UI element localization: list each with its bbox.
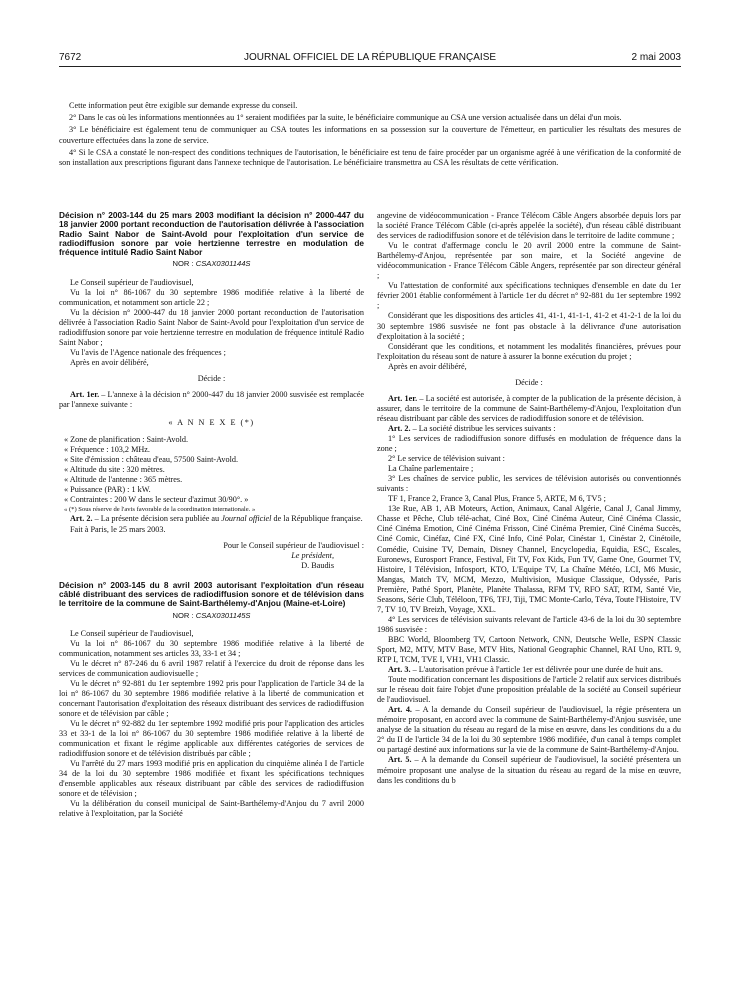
preamble-line: Le Conseil supérieur de l'audiovisuel, — [70, 628, 194, 638]
annexe-item: « Puissance (PAR) : 1 kW. — [64, 485, 151, 495]
journal-reference: Journal officiel — [221, 514, 272, 524]
preamble-line: Vu l'arrêté du 27 mars 1993 modifié pris en application du cinquième alinéa I de l'article 34 de la loi du 30 septembre 1986 modifiée et fixant les spécifications techniques d'ensemble applicables aux réseaux distribuant par câble des services de radiodiffusion sonore et de télévision ; — [59, 759, 364, 799]
article-label: Art. 2. — [70, 514, 93, 524]
nor-label: NOR : — [172, 259, 196, 269]
header-rule — [59, 66, 681, 67]
preamble-line: Considérant que les conditions, et notamment les modalités financières, prévues pour l'exploitation du réseau sont de nature à assurer la bonne exécution du projet ; — [377, 341, 681, 361]
article-text: – La présente décision sera publiée au — [92, 514, 222, 524]
preamble-line: Après en avoir délibéré, — [70, 357, 149, 367]
article-label: Art. 3. — [388, 665, 411, 675]
preamble-line: Après en avoir délibéré, — [388, 361, 467, 371]
president-label: Le président, — [291, 550, 334, 560]
nor-reference — [59, 611, 364, 621]
annexe-item: « Altitude de l'antenne : 365 mètres. — [64, 475, 183, 485]
preamble-line: Vu le décret n° 87-246 du 6 avril 1987 relatif à l'exercice du droit de réponse dans les services de communication audiovisuelle ; — [59, 658, 364, 678]
article-label: Art. 2. — [388, 423, 411, 433]
preamble-line: Vu le décret n° 92-882 du 1er septembre 1992 modifié pris pour l'application des articles 33 et 33-1 de la loi n° 86-1067 du 30 septembre 1986 modifiée relative à la liberté de communication et fixant le régime applicable aux différentes catégories de services de radiodiffusion sonore et de télévision distribués par câble ; — [59, 719, 364, 759]
service-category: 3° Les chaînes de service public, les services de télévision autorisés ou conventionnés suivants : — [377, 474, 681, 494]
signatory-name: D. Baudis — [301, 560, 334, 570]
annexe-item: « Altitude du site : 320 mètres. — [64, 465, 165, 475]
preamble-line: Vu le contrat d'affermage conclu le 20 avril 2000 entre la commune de Saint-Barthélemy-d'Anjou, représentée par son maire, et la Société angevine de vidéocommunication - France Télécom Câble Angers, représentée par son directeur général ; — [377, 241, 681, 281]
annexe-item: « Zone de planification : Saint-Avold. — [64, 435, 188, 445]
article-label: Art. 1er. — [70, 390, 100, 399]
preamble-line: Vu la délibération du conseil municipal de Saint-Barthélemy-d'Anjou du 7 avril 2000 relative à l'exploitation, par la Société — [59, 799, 364, 819]
preamble-line: Vu l'attestation de conformité aux spécifications techniques d'ensemble en date du 1er février 2001 établie conformément à l'article 1er du décret n° 92-881 du 1er septembre 1992 ; — [377, 281, 681, 311]
nor-label: NOR : — [172, 610, 196, 620]
article-2 — [377, 424, 681, 434]
article-3 — [377, 665, 681, 675]
article-label: Art. 1er. — [388, 393, 418, 403]
article-text: – La société distribue les services suivants : — [410, 423, 556, 433]
signature-for: Pour le Conseil supérieur de l'audiovisuel : — [223, 540, 364, 550]
decide-heading: Décide : — [197, 373, 226, 383]
service-category: 4° Les services de télévision suivants relevant de l'article 43-6 de la loi du 30 septembre 1986 susvisée : — [377, 614, 681, 634]
annexe-title: « A N N E X E (*) — [168, 418, 255, 428]
preamble-line: Considérant que les dispositions des articles 41, 41-1, 41-1-1, 41-2 et 41-2-1 de la loi du 30 septembre 1986 susvisée ne font pas obstacle à la délivrance d'une autorisation d'exploitation à la société ; — [377, 311, 681, 341]
annexe-item: « Site d'émission : château d'eau, 57500 Saint-Avold. — [64, 455, 239, 465]
article-label: Art. 5. — [388, 755, 412, 765]
page-number: 7672 — [59, 52, 82, 63]
decision-title: Décision n° 2003-144 du 25 mars 2003 modifiant la décision n° 2000-447 du 18 janvier 2000 portant reconduction de l'autorisation délivrée à l'association Radio Saint Nabor de Saint-Avold pour l'exploitation d'un service de radiodiffusion sonore par voie hertzienne terrestre en modulation de fréquence intitulé Radio Saint Nabor — [59, 210, 364, 258]
preamble-line: Vu la loi n° 86-1067 du 30 septembre 1986 modifiée relative à la liberté de communication, notamment ses articles 33, 33-1 et 34 ; — [59, 638, 364, 658]
preamble-line: Vu la loi n° 86-1067 du 30 septembre 1986 modifiée relative à la liberté de communication, et notamment son article 22 ; — [59, 287, 364, 307]
service-list: La Chaîne parlementaire ; — [388, 464, 474, 474]
intro-paragraph: Cette information peut être exigible sur demande expresse du conseil. — [69, 101, 298, 110]
article-text: – L'autorisation prévue à l'article 1er est délivrée pour une durée de huit ans. — [410, 665, 663, 675]
article-2 — [59, 514, 364, 524]
article-4 — [377, 705, 681, 755]
article-text: Toute modification concernant les dispositions de l'article 2 relatif aux services distribués sur le réseau doit faire l'objet d'une proposition préalable de la société au Conseil supérieur de l'audiovisuel. — [377, 675, 681, 705]
service-list: BBC World, Bloomberg TV, Cartoon Network, CNN, Deutsche Welle, ESPN Classic Sport, M2, MTV, MTV Base, MTV Hits, National Geographic Channel, RAI Uno, RTL 9, RTP I, TCM, TVE I, VH1, VH1 Classic. — [377, 634, 681, 665]
page-header — [59, 52, 681, 66]
article-text: de la République française. — [271, 514, 363, 524]
preamble-line: Vu le décret n° 92-881 du 1er septembre 1992 pris pour l'application de l'article 34 de la loi n° 86-1067 du 30 septembre 1986 modifiée relative à la liberté de communication et concernant l'autorisation d'exploitation des réseaux distribuant des services de radiodiffusion sonore et de télévision par câble ; — [59, 678, 364, 719]
intro-paragraph: 4° Si le CSA a constaté le non-respect des conditions techniques de l'autorisation, le bénéficiaire est tenu de faire procéder par un organisme agréé à une vérification de la conformité de son installation aux prescriptions figurant dans l'annexe technique de l'autorisation. Le bénéficiaire transmettra au CSA les résultats de cette vérification. — [59, 147, 681, 168]
article-text: – La société est autorisée, à compter de la publication de la présente décision, à assurer, dans le territoire de la commune de Saint-Barthélemy-d'Anjou, l'exploitation d'un réseau distribuant par câble des services de radiodiffusion sonore et de télévision. — [377, 393, 681, 423]
article-text: – L'annexe à la décision n° 2000-447 du 18 janvier 2000 susvisée est remplacée par l'annexe suivante : — [59, 390, 364, 410]
done-at: Fait à Paris, le 25 mars 2003. — [70, 524, 166, 534]
annexe-item: « Fréquence : 103,2 MHz. — [64, 445, 150, 455]
left-column — [59, 211, 364, 820]
preamble-line: Vu la décision n° 2000-447 du 18 janvier 2000 portant reconduction de l'autorisation délivrée à l'association Radio Saint Nabor de Saint-Avold pour l'exploitation d'un service de radiodiffusion sonore par voie hertzienne terrestre en modulation de fréquence intitulé Radio Saint Nabor ; — [59, 307, 364, 347]
preamble-line: Le Conseil supérieur de l'audiovisuel, — [70, 277, 194, 287]
annexe-item: « Contraintes : 200 W dans le secteur d'azimut 30/90°. » — [64, 495, 249, 505]
annexe-footnote: « (*) Sous réserve de l'avis favorable de la coordination internationale. » — [64, 506, 256, 514]
service-list: TF 1, France 2, France 3, Canal Plus, France 5, ARTE, M 6, TV5 ; — [388, 494, 606, 504]
intro-paragraph: 3° Le bénéficiaire est également tenu de communiquer au CSA toutes les informations en sa possession sur la couverture de l'émetteur, en particulier les résultats des mesures de couverture effectuées dans la zone de service. — [59, 125, 681, 145]
preamble-line: angevine de vidéocommunication - France Télécom Câble Angers absorbée depuis lors par la société France Télécom Câble (ci-après appelée la société), d'un réseau câblé distribuant des services de radiodiffusion sonore et de télévision dans le territoire de ladite commune ; — [377, 211, 681, 241]
nor-code: CSAX0301144S — [195, 259, 251, 269]
service-category: 2° Le service de télévision suivant : — [388, 454, 505, 464]
right-column — [377, 211, 681, 786]
signature-title — [59, 551, 364, 561]
article-1 — [377, 394, 681, 424]
issue-date: 2 mai 2003 — [631, 52, 681, 63]
service-list: 13e Rue, AB 1, AB Moteurs, Action, Animaux, Canal Algérie, Canal J, Canal Jimmy, Chasse et Pêche, Club télé-achat, Ciné Box, Ciné Cinéma Auteur, Ciné Cinéma Classic, Ciné Cinéma Emotion, Ciné Cinéma Frisson, Ciné Cinéma Premier, Ciné Cinéma Succès, Ciné Comic, Cinéfaz, Ciné FX, Ciné Info, Ciné Polar, Cinéstar 1, Cinéstar 2, Cinétoile, Comédie, Cuisine TV, Demain, Disney Channel, Encyclopedia, Equidia, ESC, Escales, Euronews, Eurosport France, Festival, Fit TV, Fox Kids, Fun TV, Game One, Gourmet TV, Histoire, I Télévision, Infosport, KTO, L'Equipe TV, La Chaîne Météo, LCI, M6 Music, Mangas, Match TV, MCM, Mezzo, Multivision, Musique Classique, Odyssée, Paris Première, Pathé Sport, Planète, Planète Thalassa, RFM TV, RFO SAT, RTM, Santé Vie, Seasons, Série Club, Téléloon, TF6, TFJ, Tiji, TMC Monte-Carlo, Téva, Toute l'Histoire, TV 7, TV 10, TV Breizh, Voyage, XXL. — [377, 504, 681, 614]
decide-heading: Décide : — [515, 377, 543, 387]
intro-paragraph: 2° Dans le cas où les informations mentionnées au 1° seraient modifiées par la suite, le bénéficiaire communique au CSA une version actualisée dans un délai d'un mois. — [69, 113, 622, 123]
journal-title: JOURNAL OFFICIEL DE LA RÉPUBLIQUE FRANÇAISE — [243, 52, 497, 63]
article-1 — [59, 390, 364, 410]
nor-reference — [59, 259, 364, 269]
article-text: – A la demande du Conseil supérieur de l'audiovisuel, la société présentera un mémoire proposant une analyse de la situation du réseau au regard de la mise en œuvre, dans les conditions du b — [377, 755, 682, 785]
article-5 — [377, 755, 681, 785]
service-category: 1° Les services de radiodiffusion sonore diffusés en modulation de fréquence dans la zone ; — [377, 433, 681, 454]
article-text: – A la demande du Conseil supérieur de l'audiovisuel, la régie présentera un mémoire proposant, en accord avec la commune de Saint-Barthélemy-d'Anjou susvisée, une analyse de la situation du réseau au regard de la mise en œuvre, dans les conditions du a du 2° du II de l'article 34 de la loi du 30 septembre 1986 modifiée, d'un canal à temps complet ou partagé destiné aux informations sur la vie de la commune de Saint-Barthélemy-d'Anjou. — [377, 705, 681, 755]
nor-code: CSAX0301145S — [195, 610, 251, 620]
decision-title: Décision n° 2003-145 du 8 avril 2003 autorisant l'exploitation d'un réseau câblé distribuant des services de radiodiffusion sonore et de télévision dans le territoire de la commune de Saint-Barthélemy-d'Anjou (Maine-et-Loire) — [59, 579, 364, 609]
intro-block — [59, 101, 681, 171]
preamble-line: Vu l'avis de l'Agence nationale des fréquences ; — [70, 347, 226, 357]
article-label: Art. 4. — [388, 705, 412, 715]
